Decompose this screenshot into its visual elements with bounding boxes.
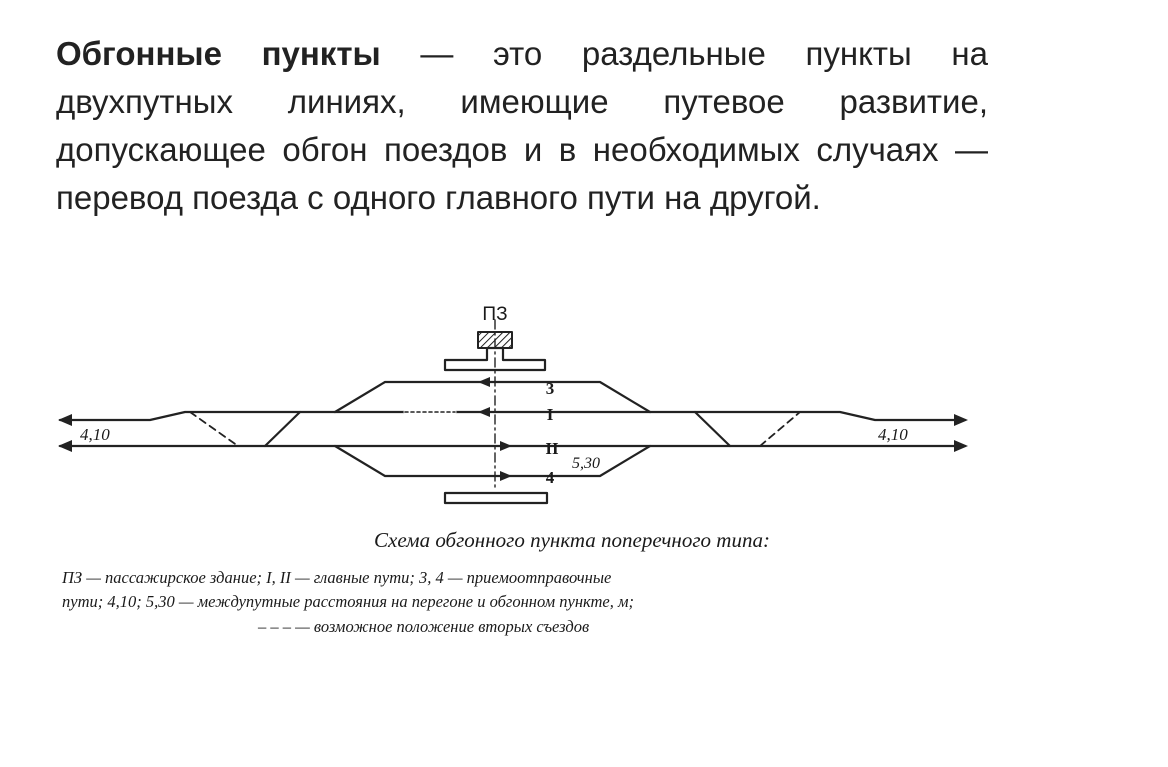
diagram-legend-line-1: ПЗ — пассажирское здание; I, II — главные пути; 3, 4 — приемоотправочные xyxy=(62,568,612,587)
track-label-i: I xyxy=(546,405,554,424)
track-label-ii: II xyxy=(545,439,559,458)
definition-text: — это раздельные пункты на двухпутных линиях, имеющие путевое развитие, допускающее обгон поездов и в необходимых случаях — перевод поезда с одного главного пути на другой. xyxy=(56,35,988,216)
lower-platform xyxy=(445,493,547,503)
direction-arrow-left-track-i xyxy=(58,414,72,426)
diagram-caption-title: Схема обгонного пункта поперечного типа: xyxy=(374,528,770,552)
spacing-label-right: 4,10 xyxy=(878,425,908,444)
signal-arrow-track-ii xyxy=(500,441,512,451)
passing-point-diagram xyxy=(0,290,1024,487)
track-label-4: 4 xyxy=(545,468,555,487)
second-crossover-left xyxy=(190,412,238,446)
definition-term: Обгонные пункты xyxy=(56,35,381,72)
building-label: ПЗ xyxy=(482,304,508,325)
signal-arrow-track-4 xyxy=(500,471,512,481)
direction-arrow-right-track-i xyxy=(954,414,968,426)
direction-arrow-right-track-ii xyxy=(954,440,968,452)
signal-arrow-track-3 xyxy=(478,377,490,387)
receiving-track-3 xyxy=(335,382,650,412)
track-label-3: 3 xyxy=(545,379,555,398)
diagram-legend-line-3: – – – — возможное положение вторых съездов xyxy=(258,617,590,636)
spacing-label-left: 4,10 xyxy=(80,425,110,444)
second-crossover-right xyxy=(760,412,800,446)
signal-arrow-track-i xyxy=(478,407,490,417)
direction-arrow-left-track-ii xyxy=(58,440,72,452)
diagram-legend-line-2: пути; 4,10; 5,30 — междупутные расстояния на перегоне и обгонном пункте, м; xyxy=(62,592,635,611)
crossover-right xyxy=(695,412,730,446)
definition-paragraph xyxy=(56,30,988,222)
receiving-track-4 xyxy=(335,446,650,476)
spacing-label-station: 5,30 xyxy=(572,455,600,472)
crossover-left xyxy=(265,412,300,446)
